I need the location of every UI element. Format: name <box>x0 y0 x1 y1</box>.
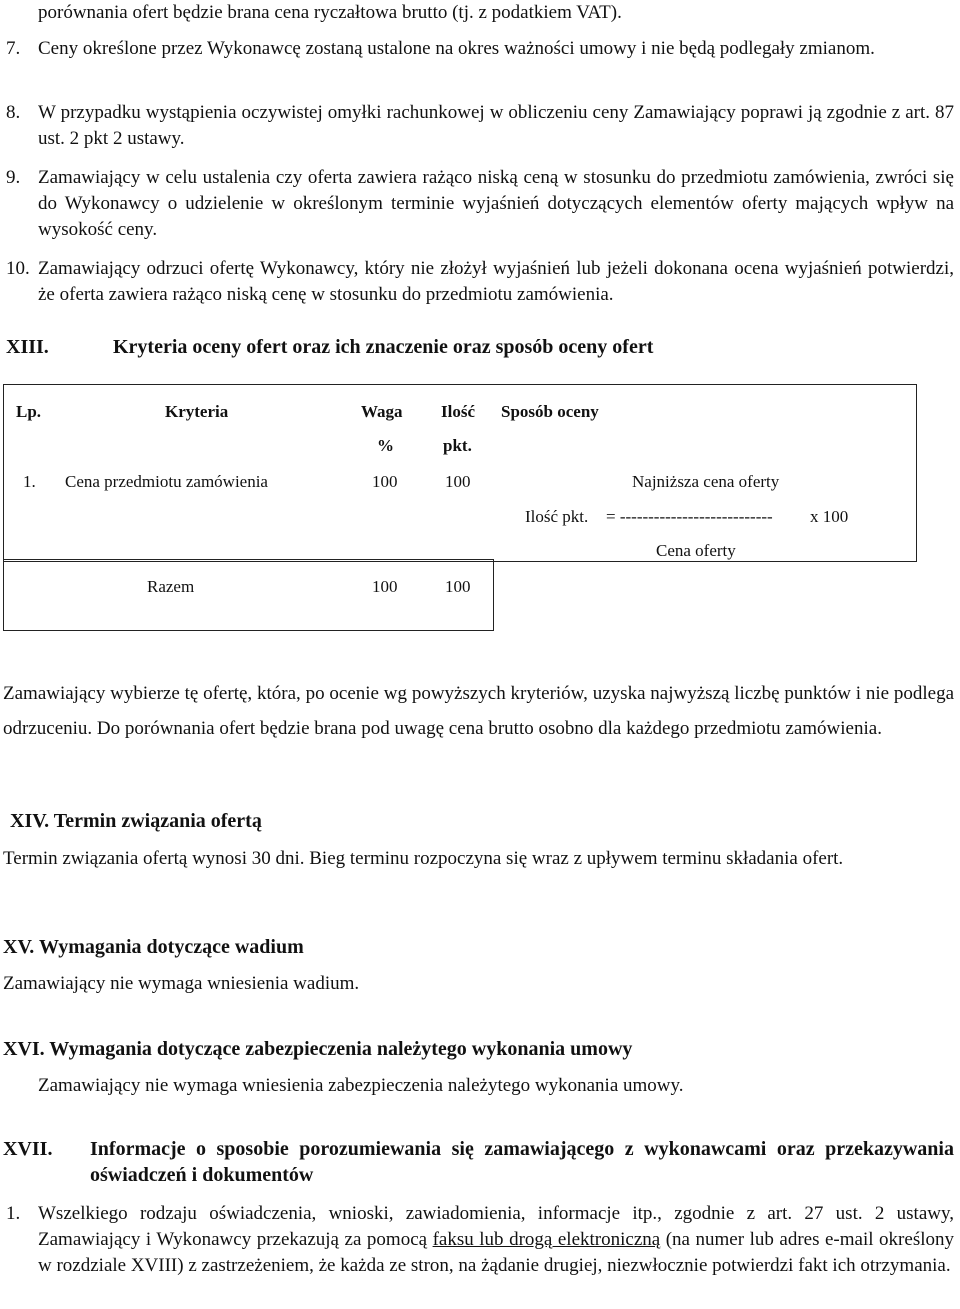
list-item <box>6 165 954 243</box>
header-waga: Waga <box>361 402 403 421</box>
formula-fraction-line: = --------------------------- <box>606 507 773 526</box>
item-text: Ceny określone przez Wykonawcę zostaną ustalone na okres ważności umowy i nie będą podlegały zmianom. <box>38 38 875 59</box>
list-item <box>6 100 954 152</box>
section-xvii-number: XVII. <box>3 1138 53 1160</box>
communication-methods-link: faksu lub drogą elektroniczną <box>432 1229 661 1250</box>
table-frame-total <box>3 559 494 631</box>
formula-multiplier: x 100 <box>810 507 849 526</box>
formula-label: Ilość pkt. <box>525 507 589 526</box>
total-ilosc: 100 <box>445 577 471 596</box>
item-number: 1. <box>6 1203 21 1224</box>
item-text: W przypadku wystąpienia oczywistej omyłki rachunkowej w obliczeniu ceny Zamawiający poprawi ją zgodnie z art. 87 ust. 2 pkt 2 ustawy. <box>38 102 954 149</box>
list-item <box>6 36 954 62</box>
row-waga: 100 <box>372 472 398 491</box>
formula-denominator: Cena oferty <box>656 541 736 560</box>
section-number: XIII. <box>6 336 49 358</box>
header-lp: Lp. <box>16 402 42 421</box>
total-label: Razem <box>147 577 195 596</box>
selection-paragraph: Zamawiający wybierze tę ofertę, która, po ocenie wg powyższych kryteriów, uzyska najwyższą liczbę punktów i nie podlega odrzuceniu. Do porównania ofert będzie brana pod uwagę cena brutto osobno dla każdego przedmiotu zamówienia. <box>3 683 954 739</box>
row-lp: 1. <box>23 472 36 491</box>
item-number: 8. <box>6 102 21 123</box>
item-number: 9. <box>6 167 21 188</box>
formula-numerator: Najniższa cena oferty <box>632 472 780 491</box>
intro-line: porównania ofert będzie brana cena ryczałtowa brutto (tj. z podatkiem VAT). <box>38 2 622 23</box>
list-item <box>6 1201 954 1279</box>
total-waga: 100 <box>372 577 398 596</box>
section-xv-title: XV. Wymagania dotyczące wadium <box>3 936 304 958</box>
item-text-part: Wszelkiego rodzaju oświadczenia, wnioski, zawiadomienia, informacje itp., zgodnie z art. 27 ust. 2 ustawy, Zamawiający i Wykonawcy przekazują za pomocą <box>38 1203 954 1250</box>
section-title: Kryteria oceny ofert oraz ich znaczenie oraz sposób oceny ofert <box>113 336 654 358</box>
section-xiv-text: Termin związania ofertą wynosi 30 dni. Bieg terminu rozpoczyna się wraz z upływem terminu składania ofert. <box>3 848 844 869</box>
header-ilosc: Ilość <box>441 402 475 421</box>
list-item <box>6 256 954 308</box>
item-number: 7. <box>6 38 21 59</box>
header-waga-unit: % <box>377 436 394 455</box>
header-ilosc-unit: pkt. <box>443 436 472 455</box>
item-text <box>38 1201 954 1279</box>
section-xvii-title: Informacje o sposobie porozumiewania się zamawiającego z wykonawcami oraz przekazywania oświadczeń i dokumentów <box>90 1138 954 1186</box>
item-text: Zamawiający w celu ustalenia czy oferta zawiera rażąco niską ceną w stosunku do przedmiotu zamówienia, zwróci się do Wykonawcy o udzielenie w określonym terminie wyjaśnień dotyczących elementów oferty mających wpływ na wysokość ceny. <box>38 167 954 240</box>
section-xiv-title: XIV. Termin związania ofertą <box>10 810 262 832</box>
item-text: Zamawiający odrzuci ofertę Wykonawcy, który nie złożył wyjaśnień lub jeżeli dokonana ocena wyjaśnień potwierdzi, że oferta zawiera rażąco niską cenę w stosunku do przedmiotu zamówienia. <box>38 258 954 305</box>
section-xvi-title: XVI. Wymagania dotyczące zabezpieczenia należytego wykonania umowy <box>3 1038 633 1060</box>
section-xvi-text: Zamawiający nie wymaga wniesienia zabezpieczenia należytego wykonania umowy. <box>38 1075 684 1096</box>
row-kryteria: Cena przedmiotu zamówienia <box>65 472 268 491</box>
header-sposob: Sposób oceny <box>501 402 599 421</box>
item-text-part: (na numer lub adres e-mail określony w rozdziale XVIII) z zastrzeżeniem, że każda ze stron, na żądanie drugiej, niezwłocznie potwierdzi fakt ich otrzymania. <box>38 1229 954 1276</box>
item-number: 10. <box>6 258 30 279</box>
section-xv-text: Zamawiający nie wymaga wniesienia wadium. <box>3 973 360 994</box>
header-kryteria: Kryteria <box>165 402 229 421</box>
row-ilosc: 100 <box>445 472 471 491</box>
